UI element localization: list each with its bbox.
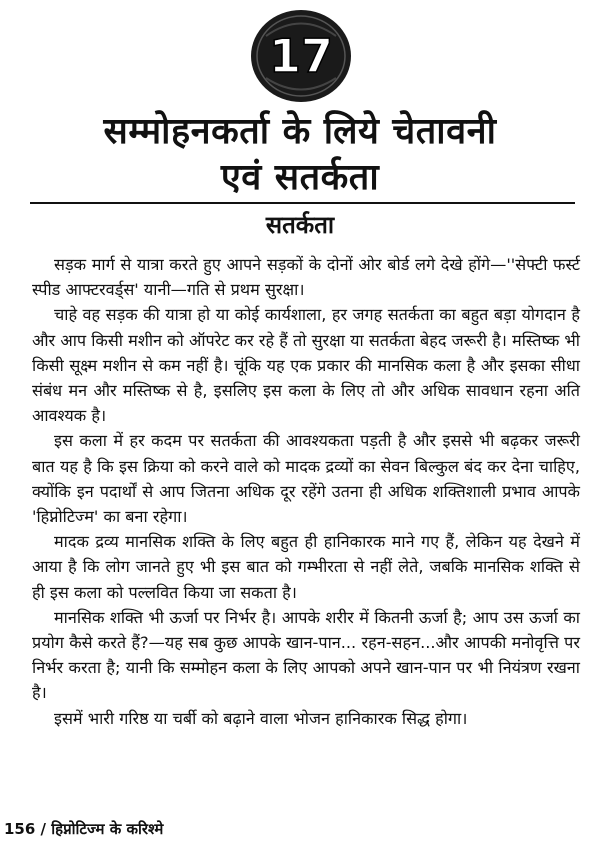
book-title: / हिप्नोटिज्म के करिश्मे xyxy=(40,820,164,838)
chapter-number-badge xyxy=(246,6,356,106)
chapter-badge-graphic xyxy=(246,6,356,106)
title-divider xyxy=(30,202,575,204)
chapter-number: 17 xyxy=(268,29,334,83)
paragraph-1: सड़क मार्ग से यात्रा करते हुए आपने सड़कों के दोनों ओर बोर्ड लगे देखे होंगे—''सेफ्टी फर्स्ट स्पीड आफ्टरवर्ड्स' यानी—गति से प्रथम सुरक्षा। xyxy=(32,255,580,300)
page-footer xyxy=(4,819,163,839)
page-number: 156 xyxy=(4,820,36,838)
chapter-title-line-2: एवं सतर्कता xyxy=(220,157,380,198)
paragraph-6: इसमें भारी गरिष्ठ या चर्बी को बढ़ाने वाला भोजन हानिकारक सिद्ध होगा। xyxy=(54,708,468,728)
section-heading: सतर्कता xyxy=(265,211,335,239)
chapter-title-line-1: सम्मोहनकर्ता के लिये चेतावनी xyxy=(103,111,497,152)
paragraph-4: मादक द्रव्य मानसिक शक्ति के लिए बहुत ही हानिकारक माने गए हैं, लेकिन यह देखने में आया है कि लोग जानते हुए भी इस बात को गम्भीरता से नहीं लेते, जबकि मानसिक शक्ति से ही इस कला को पल्लवित किया जा सकता है। xyxy=(32,532,580,602)
paragraph-3: इस कला में हर कदम पर सतर्कता की आवश्यकता पड़ती है और इससे भी बढ़कर जरूरी बात यह है कि इस क्रिया को करने वाले को मादक द्रव्यों का सेवन बिल्कुल बंद कर देना चाहिए, क्योंकि इन पदार्थों से आप जितना अधिक दूर रहेंगे उतना ही अधिक शक्तिशाली प्रभाव आपके 'हिप्नोटिज्म' का बना रहेगा। xyxy=(32,431,580,527)
paragraph-5: मानसिक शक्ति भी ऊर्जा पर निर्भर है। आपके शरीर में कितनी ऊर्जा है; आप उस ऊर्जा का प्रयोग कैसे करते हैं?—यह सब कुछ आपके खान-पान... रहन-सहन...और आपकी मनोवृत्ति पर निर्भर करता है; यानी कि सम्मोहन कला के लिए आपको अपने खान-पान पर भी नियंत्रण रखना है। xyxy=(32,607,580,703)
body-text xyxy=(32,252,580,731)
paragraph-2: चाहे वह सड़क की यात्रा हो या कोई कार्यशाला, हर जगह सतर्कता का बहुत बड़ा योगदान है और आप किसी मशीन को ऑपरेट कर रहे हैं तो सुरक्षा या सतर्कता बेहद जरूरी है। मस्तिष्क भी किसी सूक्ष्म मशीन से कम नहीं है। चूंकि यह एक प्रकार की मानसिक कला है और इसका सीधा संबंध मन और मस्तिष्क से है, इसलिए इस कला के लिए तो और अधिक सावधान रहना अति आवश्यक है। xyxy=(32,305,580,426)
